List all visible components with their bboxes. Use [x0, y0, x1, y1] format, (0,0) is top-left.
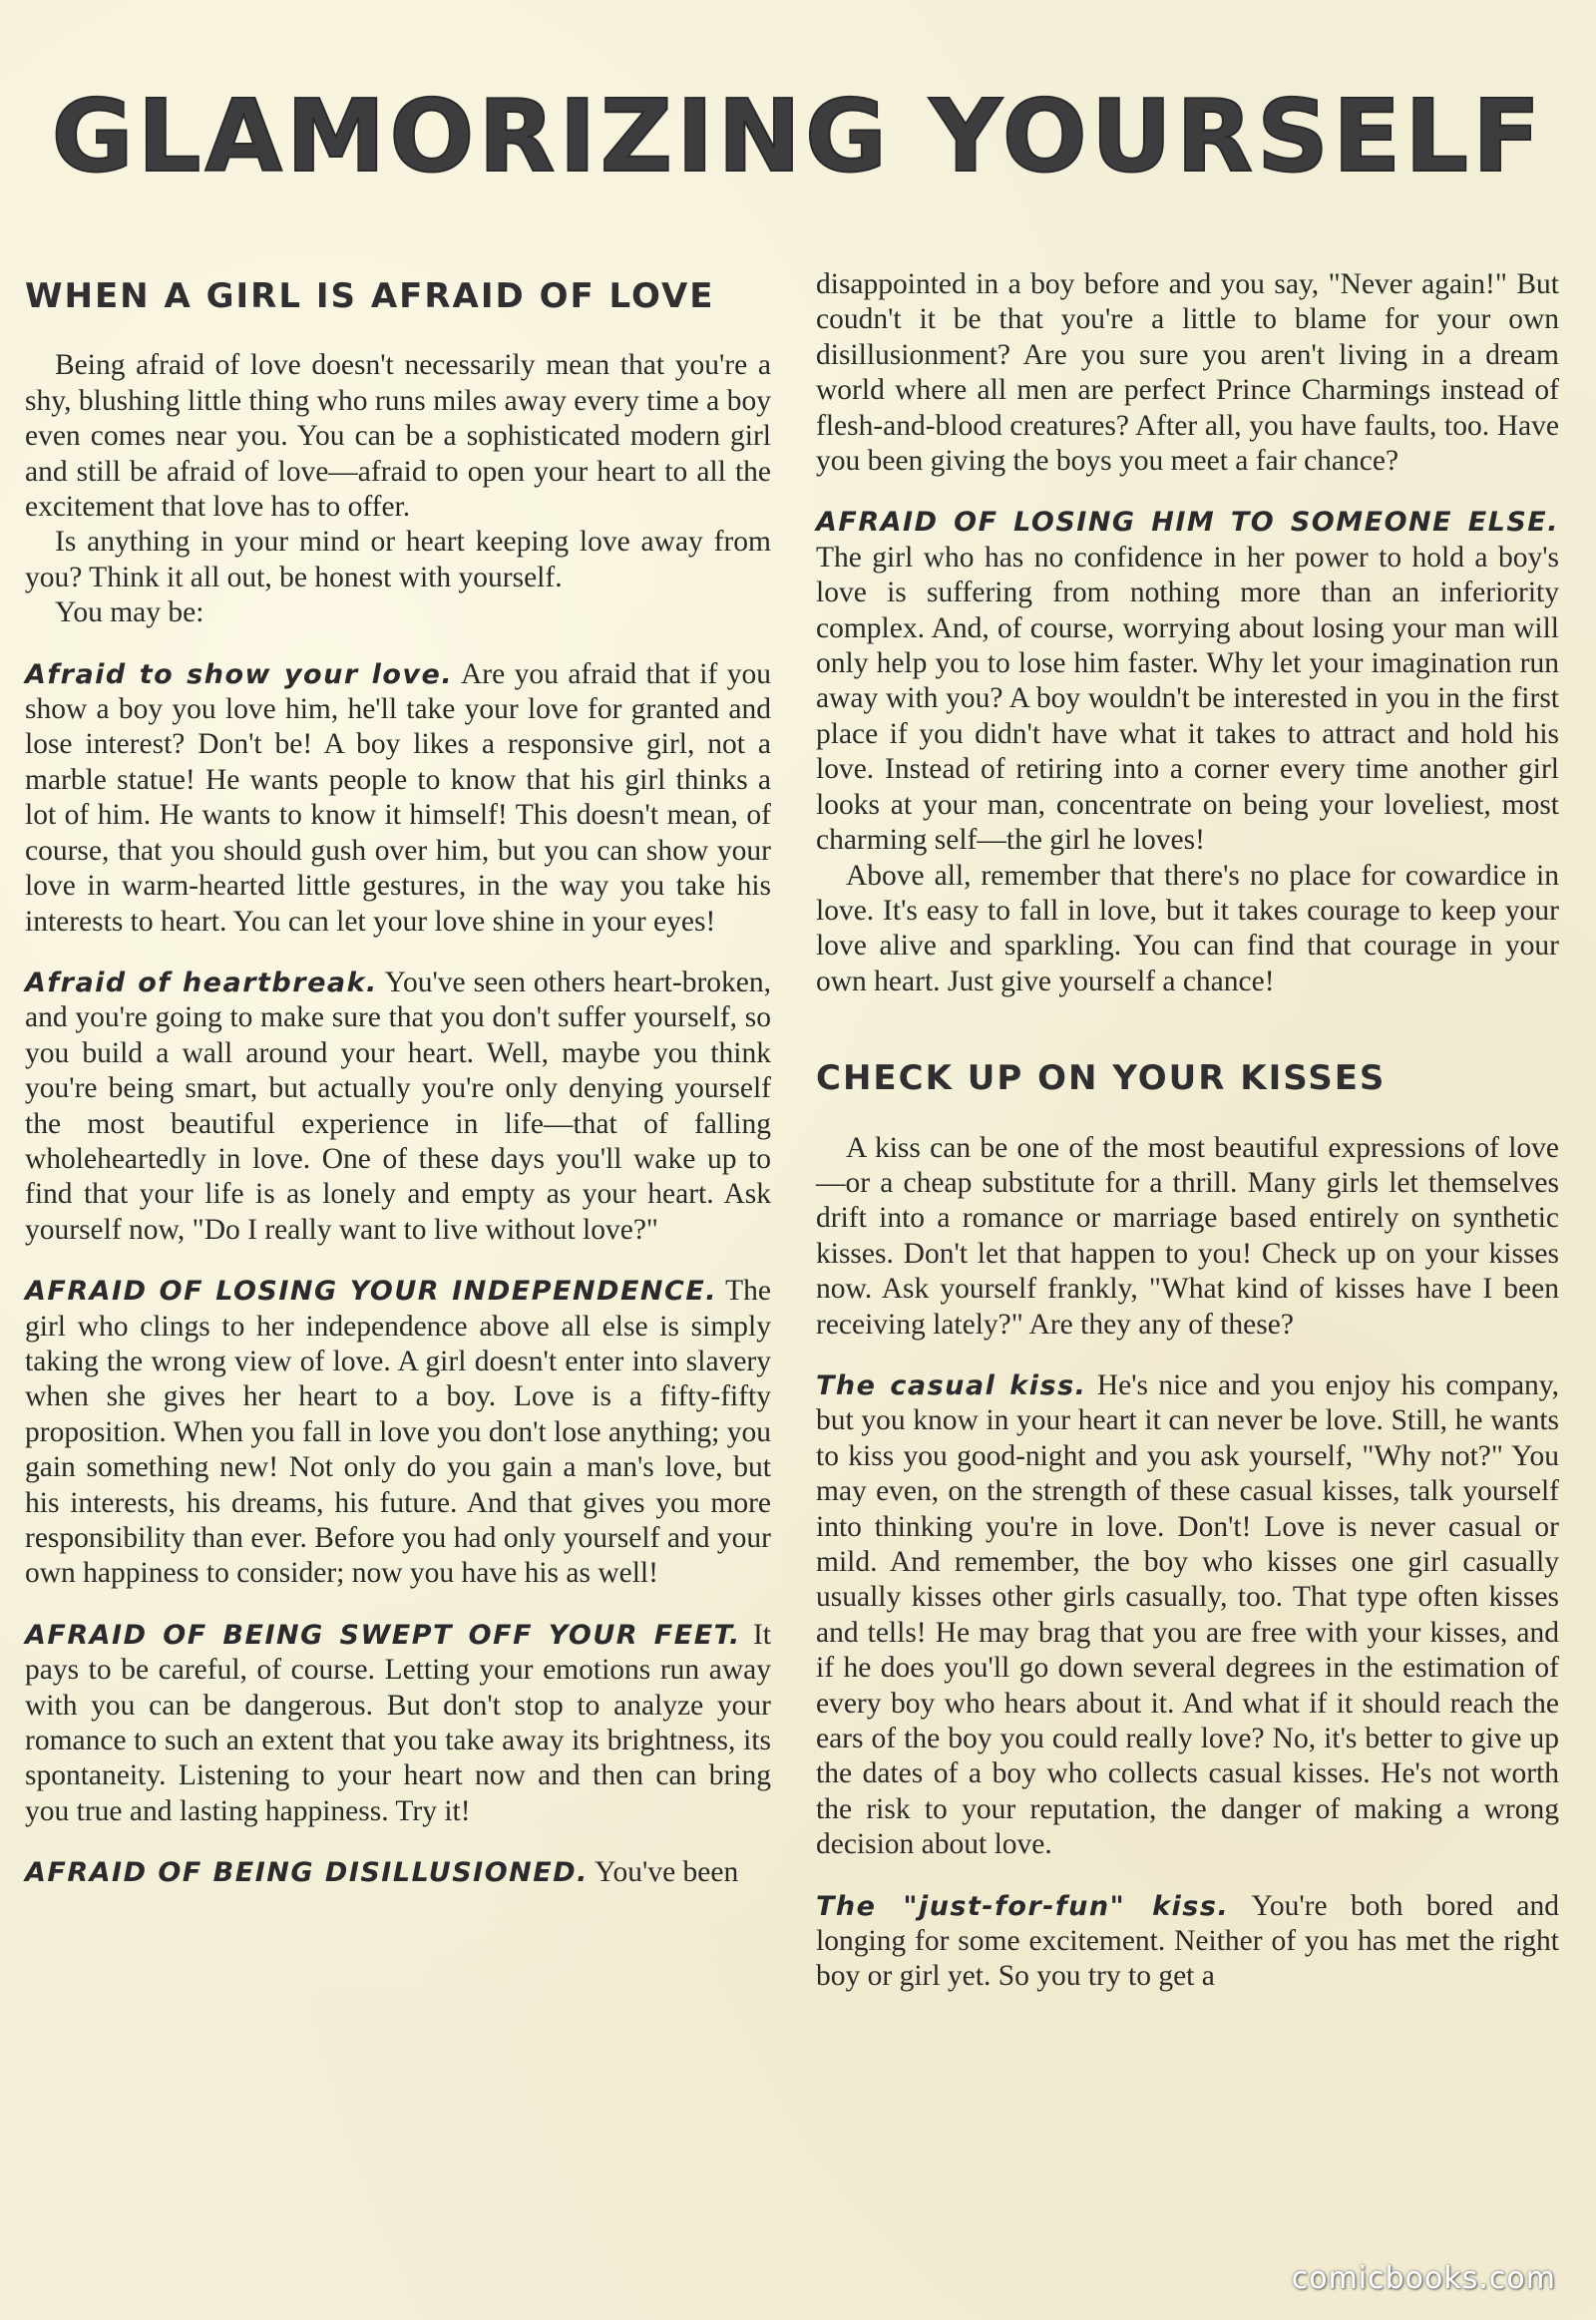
paragraph-someone-else	[816, 505, 1559, 858]
page-title: GLAMORIZING YOURSELF	[51, 78, 1545, 194]
text-heartbreak: You've seen others heart-broken, and you're going to make sure that you don't suffer yourself, so you build a wall around your heart. Well, maybe you think you're being smart, but actually you're only denying yourself the most beautiful experience in life—that of falling wholeheartedly in love. One of these days you'll wake up to find that your life is as lonely and empty as your heart. Ask yourself now, "Do I really want to live without love?"	[25, 966, 771, 1246]
right-column	[816, 267, 1559, 1995]
text-independence: The girl who clings to her independence above all else is simply taking the wrong view of love. A girl doesn't enter into slavery when she gives her heart to a boy. Love is a fifty-fifty proposition. When you fall in love you don't lose anything; you gain something new! Not only do you gain a man's love, but his interests, his dreams, his future. And that gives you more responsibility than ever. Before you had only yourself and your own happiness to consider; now you have his as well!	[25, 1275, 771, 1590]
paragraph-disillusioned	[25, 1855, 771, 1890]
text-someone-else: The girl who has no confidence in her power to hold a boy's love is suffering from nothing more than an inferiority complex. And, of course, worrying about losing your man will only help you to lose him faster. Why let your imagination run away with you? A boy wouldn't be interested in you in the first place if you didn't have what it takes to attract and hold his love. Instead of retiring into a corner every time another girl looks at your man, concentrate on being your loveliest, most charming self—the girl he loves!	[816, 541, 1559, 857]
paragraph-heartbreak	[25, 966, 771, 1248]
paragraph-just-for-fun	[816, 1889, 1559, 1995]
intro-you-may-be: You may be:	[55, 596, 204, 629]
paragraph-swept	[25, 1618, 771, 1829]
run-heading-casual-kiss: The casual kiss.	[816, 1369, 1087, 1401]
section-heading-kisses: CHECK UP ON YOUR KISSES	[816, 1058, 1387, 1099]
text-swept: It pays to be careful, of course. Letting your emotions run away with you can be dangerous. But don't stop to analyze your romance to such an extent that you take away its brightness, its spontaneity. Listening to your heart now and then can bring you true and lasting happiness. Try it!	[25, 1618, 771, 1827]
left-column	[25, 264, 771, 1891]
run-heading-disillusioned: AFRAID OF BEING DISILLUSIONED.	[25, 1857, 589, 1889]
run-heading-independence: AFRAID OF LOSING YOUR INDEPENDENCE.	[25, 1276, 718, 1308]
run-heading-heartbreak: Afraid of heartbreak.	[25, 967, 378, 998]
paragraph-disillusioned-continued: disappointed in a boy before and you say, "Never again!" But coudn't it be that you're a little to blame for your own disillusionment? Are you sure you aren't living in a dream world where all men are perfect Prince Charmings instead of flesh-and-blood creatures? After all, you have faults, too. Have you been giving the boys you meet a fair chance?	[816, 268, 1559, 478]
paragraph-above-all: Above all, remember that there's no place for cowardice in love. It's easy to fall in love, but it takes courage to keep your love alive and sparkling. You can find that courage in your own heart. Just give yourself a chance!	[816, 859, 1559, 997]
paragraph-independence	[25, 1274, 771, 1592]
paragraph-casual-kiss	[816, 1368, 1559, 1863]
watermark: comicbooks.com	[1291, 2261, 1556, 2296]
run-heading-show-love: Afraid to show your love.	[25, 658, 454, 690]
text-show-love: Are you afraid that if you show a boy you love him, he'll take your love for granted and lose interest? Don't be! A boy likes a responsive girl, not a marble statue! He wants people to know that his girl thinks a lot of him. He wants to know it himself! This doesn't mean, of course, that you should gush over him, but you can show your love in warm-hearted little gestures, in the way you take his interests to heart. You can let your love shine in your eyes!	[25, 657, 771, 938]
text-disillusioned: You've been	[588, 1856, 739, 1889]
run-heading-someone-else: AFRAID OF LOSING HIM TO SOMEONE ELSE.	[816, 507, 1559, 539]
text-casual-kiss: He's nice and you enjoy his company, but you know in your heart it can never be love. Still, he wants to kiss you good-night and you ask yourself, "Why not?" You may even, on the strength of these casual kisses, talk yourself into thinking you're in love. Don't! Love is never casual or mild. And remember, the boy who kisses one girl casually usually kisses other girls casually, too. That type often kisses and tells! He may brag that you are free with your kisses, and if he does you'll go down several degrees in the estimation of every boy who hears about it. And what if it should reach the ears of the boy you could really love? No, it's better to give up the dates of a boy who collects casual kisses. He's not worth the risk to your reputation, the danger of making a wrong decision about love.	[816, 1368, 1559, 1861]
intro-question: Is anything in your mind or heart keeping love away from you? Think it all out, be honest with yourself.	[25, 526, 771, 593]
text-just-for-fun: You're both bored and longing for some excitement. Neither of you has met the right boy or girl yet. So you try to get a	[816, 1889, 1559, 1993]
paragraph-kisses-intro: A kiss can be one of the most beautiful expressions of love—or a cheap substitute for a thrill. Many girls let themselves drift into a romance or marriage based entirely on synthetic kisses. Don't let that happen to you! Check up on your kisses now. Ask yourself frankly, "What kind of kisses have I been receiving lately?" Are they any of these?	[816, 1131, 1559, 1341]
run-heading-just-for-fun: The "just-for-fun" kiss.	[816, 1890, 1230, 1922]
section-heading-afraid-of-love: WHEN A GIRL IS AFRAID OF LOVE	[25, 276, 715, 316]
paragraph-show-love	[25, 657, 771, 940]
run-heading-swept: AFRAID OF BEING SWEPT OFF YOUR FEET.	[25, 1619, 741, 1651]
intro-paragraph: Being afraid of love doesn't necessarily mean that you're a shy, blushing little thing who runs miles away every time a boy even comes near you. You can be a sophisticated modern girl and still be afraid of love—afraid to open your heart to all the excitement that love has to offer.	[25, 349, 771, 524]
